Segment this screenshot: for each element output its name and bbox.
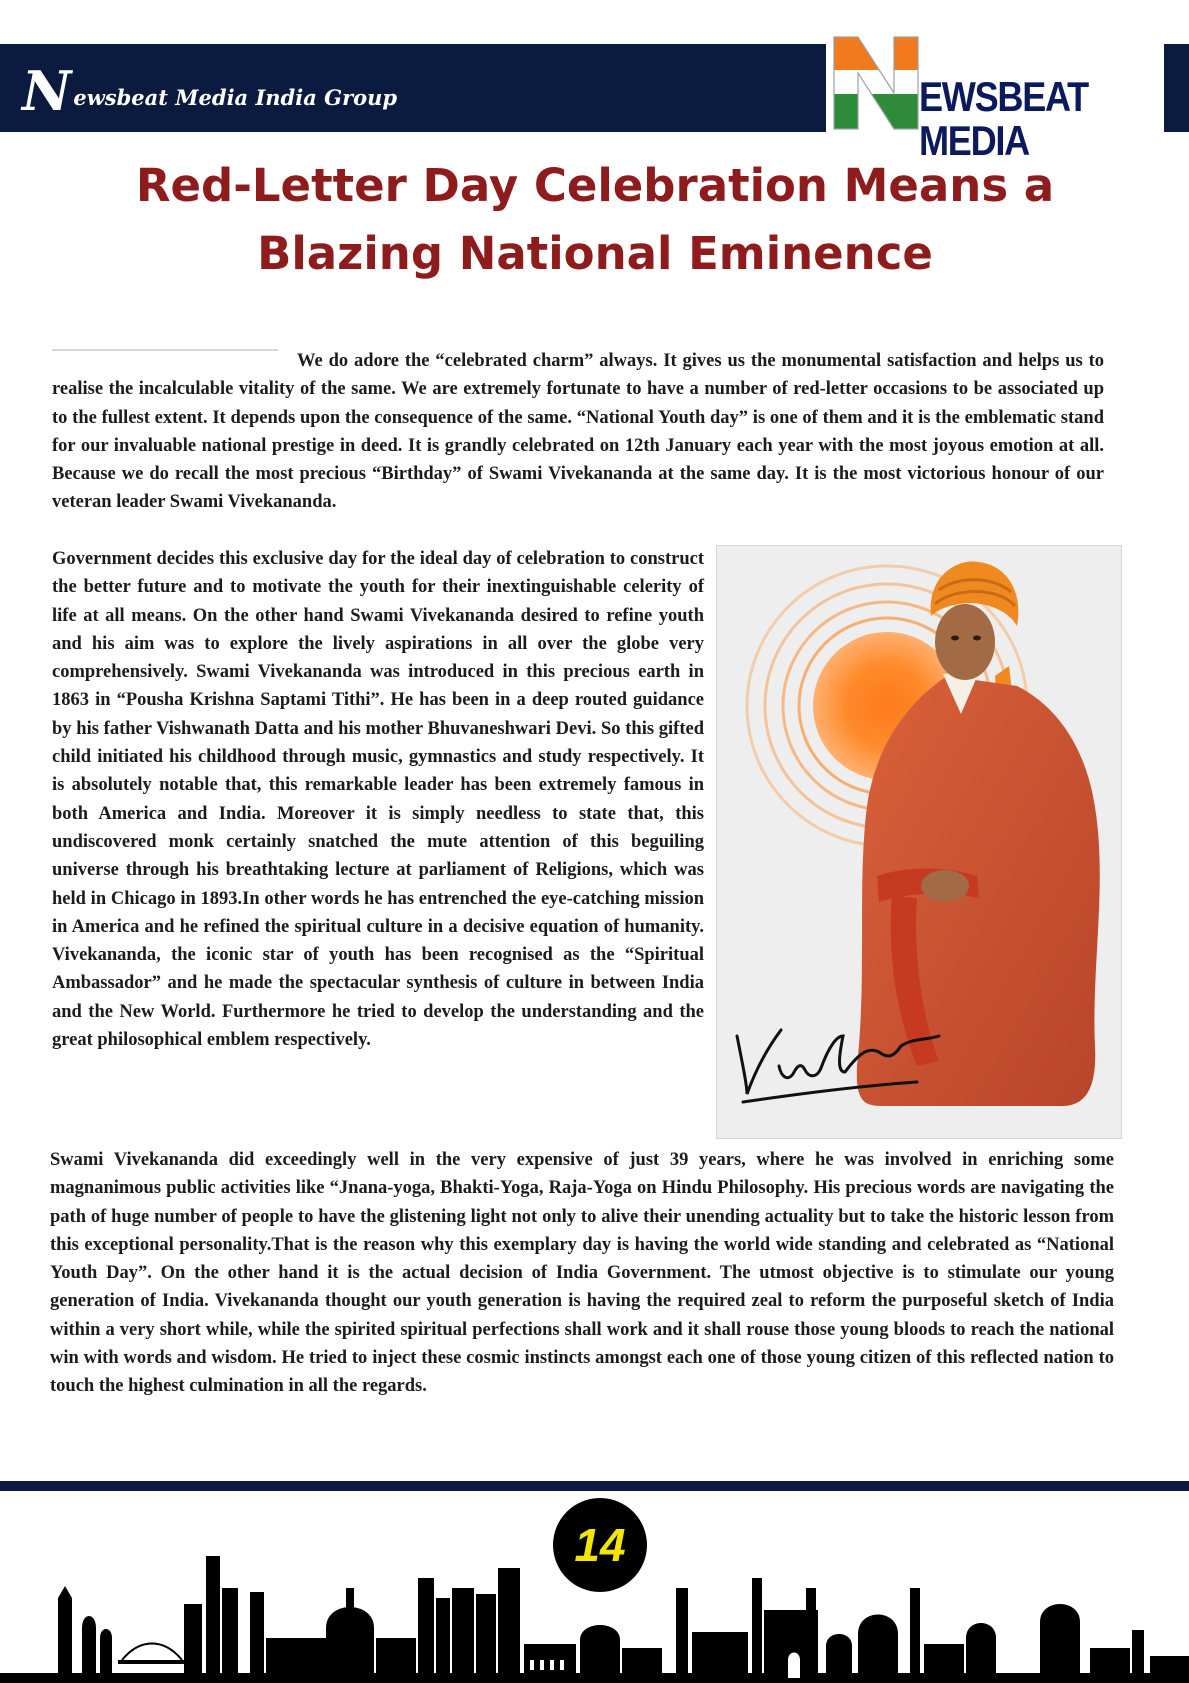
newsbeat-logo — [826, 33, 1164, 164]
logo-wordmark: EWSBEAT MEDIA — [919, 73, 1088, 164]
article-paragraph-3: Swami Vivekananda did exceedingly well in the very expensive of just 39 years, where he was involved in enriching some magnanimous public activities like “Jnana-yoga, Bhakti-Yoga, Raja-Yoga on Hindu Philosophy. His precious words are navigating the path of huge number of people to have the glistening light not only to alive their unending actuality but to take the historic lesson from this exceptional personality.That is the reason why this exemplary day is having the world wide standing and celebrated as “National Youth Day”. On the other hand it is the actual decision of India Government. The utmost objective is to stimulate our young generation of India. Vivekananda thought our youth generation is having the required zeal to reform the purposeful sketch of India within a very short while, while the spirited spiritual perfections shall work and it shall rouse those young bloods to reach the national win with words and wisdom. He tried to inject these cosmic instincts amongst each one of those young citizen of this reflected nation to touch the highest culmination in all the regards. — [50, 1150, 1114, 1397]
publisher-brand — [22, 58, 398, 123]
page-number: 14 — [574, 1519, 626, 1571]
article-paragraph-1: We do adore the “celebrated charm” always. It gives us the monumental satisfaction and helps us to realise the incalculable vitality of the same. We are extremely fortunate to have a number of red-letter occasions to be associated up to the fullest extent. It depends upon the consequence of the same. “National Youth day” is one of them and it is the emblematic stand for our invaluable national prestige in deed. It is grandly celebrated on 12th January each year with the most joyous emotion at all. Because we do recall the most precious “Birthday” of Swami Vivekananda at the same day. It is the most victorious honour of our veteran leader Swami Vivekananda. — [52, 351, 1104, 513]
footer-rule — [0, 1481, 1189, 1491]
header-bar-end — [1164, 44, 1189, 132]
portrait-illustration — [717, 546, 1121, 1138]
article-paragraph-2: Government decides this exclusive day for the ideal day of celebration to construct the better future and to motivate the youth for their inextinguishable celerity of life at all means. On the other hand Swami Vivekananda desired to refine youth and his aim was to explore the lively aspirations in all over the globe very comprehensively. Swami Vivekananda was introduced in this precious earth in 1863 in “Pousha Krishna Saptami Tithi”. He has been in a deep routed guidance by his father Vishwanath Datta and his mother Bhuvaneshwari Devi. So this gifted child initiated his childhood through music, gymnastics and study respectively. It is absolutely notable that, this remarkable leader has been extremely famous in both America and India. Moreover it is simply needless to state that, this undiscovered monk certainly snatched the mute attention of this beguiling universe through his breathtaking lecture at parliament of Religions, which was held in Chicago in 1893.In other words he has entrenched the eye-catching mission in America and he refined the spiritual culture in a decisive equation of humanity. Vivekananda, the iconic star of youth has been recognised as the “Spiritual Ambassador” and he made the spectacular synthesis of culture in between India and the New World. Furthermore he tried to develop the understanding and the great philosophical emblem respectively. — [52, 549, 704, 1051]
vivekananda-portrait — [716, 545, 1122, 1139]
article-title: Red-Letter Day Celebration Means a Blazing National Eminence — [135, 159, 1055, 280]
brand-name: ewsbeat Media India Group — [73, 85, 398, 110]
page-number-badge — [553, 1498, 647, 1592]
brand-initial: N — [22, 59, 72, 123]
tricolor-n-logo-icon — [832, 35, 922, 131]
